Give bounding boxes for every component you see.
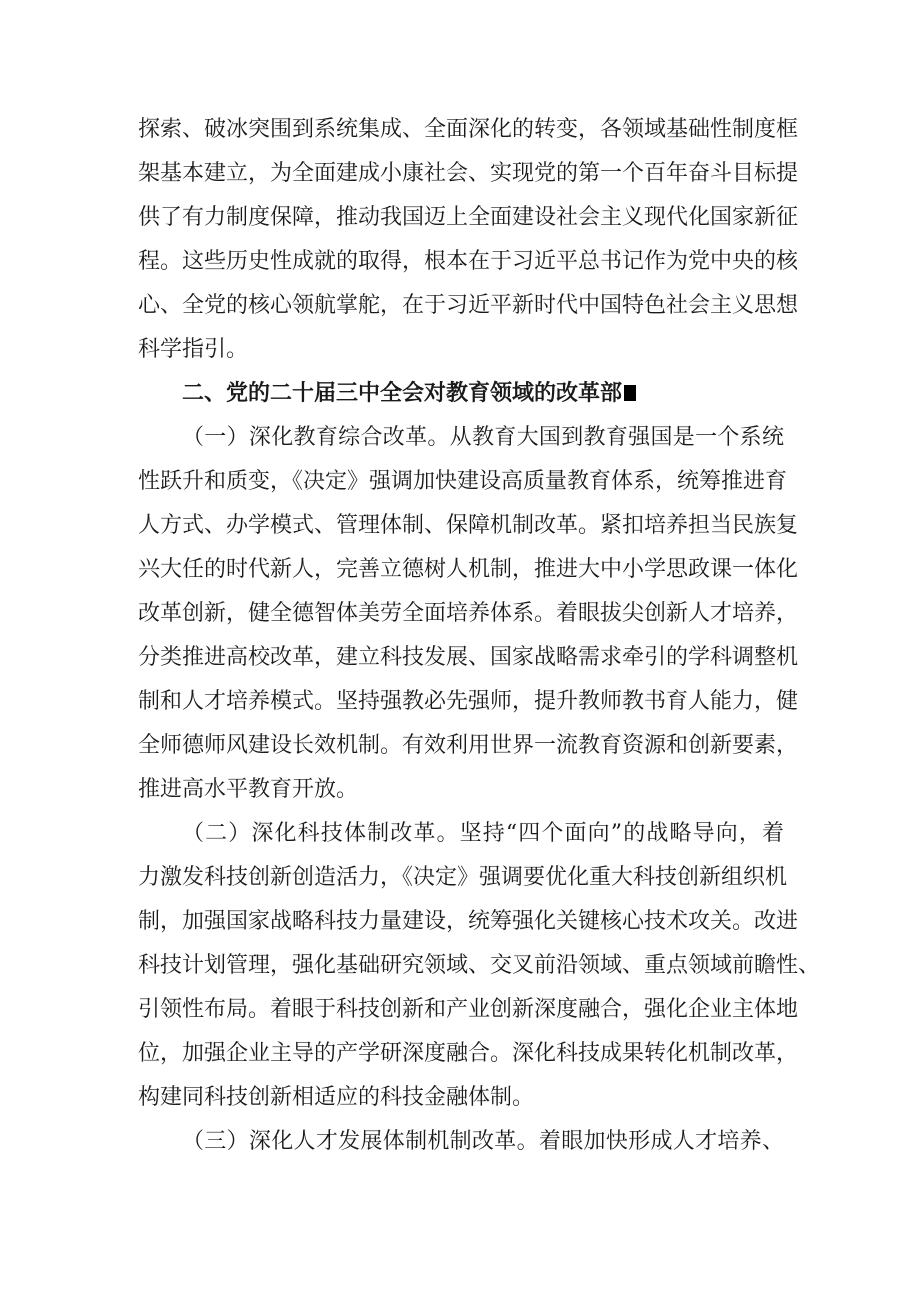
text-line: 程。这些历史性成就的取得，根本在于习近平总书记作为党中央的核 [138,249,799,274]
text-line: （三）深化人才发展体制机制改革。着眼加快形成人才培养、 [182,1129,784,1154]
text-line: 架基本建立，为全面建成小康社会、实现党的第一个百年奋斗目标提 [138,161,799,186]
text-line: 性跃升和质变，《决定》强调加快建设高质量教育体系，统筹推进育 [138,469,788,494]
text-line: 兴大任的时代新人，完善立德树人机制，推进大中小学思政课一体化 [138,557,799,582]
black-square-mark [624,385,636,401]
text-line: 制，加强国家战略科技力量建设，统筹强化关键核心技术攻关。改进 [138,909,799,934]
text-line: 人方式、办学模式、管理体制、保障机制改革。紧扣培养担当民族复 [138,513,799,538]
text-line: 全师德师风建设长效机制。有效利用世界一流教育资源和创新要素， [138,733,799,758]
text-line: （一）深化教育综合改革。从教育大国到教育强国是一个系统 [182,425,784,450]
paragraph-talent-reform [138,1120,784,1164]
text-line: 力激发科技创新创造活力，《决定》强调要优化重大科技创新组织机 [138,865,788,890]
paragraph-tech-reform [138,812,821,1120]
section-heading [138,372,784,416]
text-line: 科技计划管理，强化基础研究领域、交叉前沿领域、重点领域前瞻性、 [138,953,821,978]
paragraph-education-reform [138,416,799,812]
text-line: 位，加强企业主导的产学研深度融合。深化科技成果转化机制改革， [138,1041,799,1066]
text-line: 分类推进高校改革，建立科技发展、国家战略需求牵引的学科调整机 [138,645,799,670]
text-line: （二）深化科技体制改革。坚持“四个面向”的战略导向，着 [182,821,784,846]
document-body [138,108,821,1164]
text-line: 引领性布局。着眼于科技创新和产业创新深度融合，强化企业主体地 [138,997,799,1022]
text-line: 改革创新，健全德智体美劳全面培养体系。着眼拔尖创新人才培养， [138,601,799,626]
section-heading-text: 二、党的二十届三中全会对教育领域的改革部 [182,381,623,406]
text-line: 推进高水平教育开放。 [138,777,359,802]
text-line: 探索、破冰突围到系统集成、全面深化的转变，各领域基础性制度框 [138,117,799,142]
text-line: 供了有力制度保障，推动我国迈上全面建设社会主义现代化国家新征 [138,205,799,230]
text-line: 构建同科技创新相适应的科技金融体制。 [138,1085,535,1110]
text-line: 心、全党的核心领航掌舵，在于习近平新时代中国特色社会主义思想 [138,293,799,318]
text-line: 制和人才培养模式。坚持强教必先强师，提升教师教书育人能力，健 [138,689,799,714]
intro-paragraph [138,108,799,372]
text-line: 科学指引。 [138,337,249,362]
